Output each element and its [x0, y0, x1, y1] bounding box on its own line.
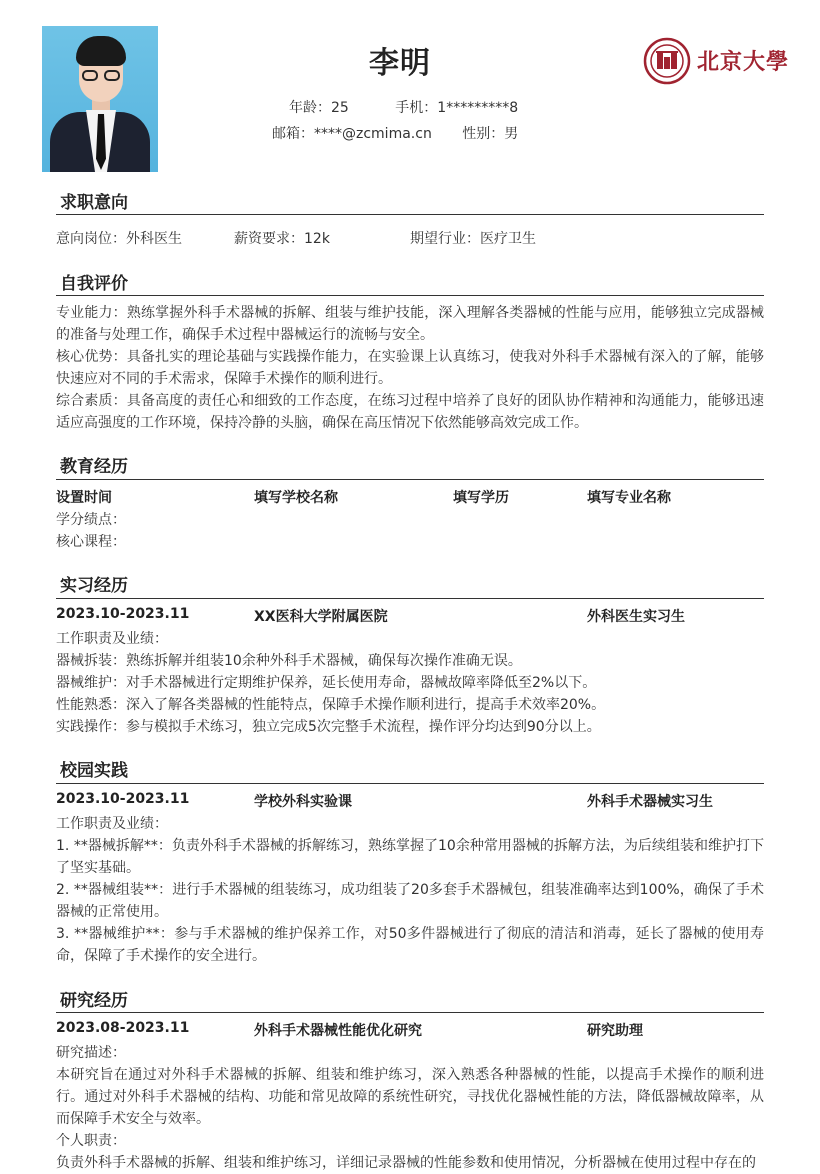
intent-industry: 期望行业：医疗卫生	[410, 231, 536, 247]
divider	[56, 479, 764, 480]
internship-duty-label: 工作职责及业绩：	[56, 631, 168, 647]
section-title-campus: 校园实践	[60, 761, 128, 781]
age-label: 年龄：	[289, 100, 331, 116]
intent-position: 意向岗位：外科医生	[56, 231, 182, 247]
internship-org: XX医科大学附属医院	[254, 609, 388, 625]
email-label: 邮箱：	[272, 126, 314, 142]
info-row-2	[272, 123, 518, 143]
university-logo	[643, 37, 793, 83]
divider	[56, 1012, 764, 1013]
research-duty-label: 个人职责：	[56, 1133, 126, 1149]
divider	[56, 214, 764, 215]
section-title-self-eval: 自我评价	[60, 274, 128, 294]
campus-item: 1. **器械拆解**：负责外科手术器械的拆解练习，熟练掌握了10余种常用器械的拆解方法，为后续组装和维护打下了坚实基础。	[56, 838, 764, 876]
education-major: 填写专业名称	[587, 490, 671, 506]
education-time: 设置时间	[56, 490, 112, 506]
divider	[56, 598, 764, 599]
section-title-intent: 求职意向	[60, 193, 128, 213]
research-org: 外科手术器械性能优化研究	[254, 1023, 422, 1039]
research-desc: 本研究旨在通过对外科手术器械的拆解、组装和维护练习，深入熟悉各种器械的性能，以提高手术操作的顺利进行。通过对外科手术器械的结构、功能和常见故障的系统性研究，寻找优化器械性能的方法，降低器械故障率，从而保障手术安全与效率。	[56, 1067, 764, 1127]
internship-item: 性能熟悉：深入了解各类器械的性能特点，保障手术操作顺利进行，提高手术效率20%。	[56, 697, 606, 713]
university-name: 北京大學	[697, 49, 790, 75]
gender-value: 男	[504, 126, 519, 142]
research-duty: 负责外科手术器械的拆解、组装和维护练习，详细记录器械的性能参数和使用情况，分析器械在使用过程中存在的	[56, 1155, 756, 1171]
campus-org: 学校外科实验课	[254, 794, 352, 810]
section-title-research: 研究经历	[60, 991, 128, 1011]
intent-salary: 薪资要求：12k	[234, 231, 330, 247]
campus-duty-label: 工作职责及业绩：	[56, 816, 168, 832]
internship-item: 实践操作：参与模拟手术练习，独立完成5次完整手术流程，操作评分均达到90分以上。	[56, 719, 601, 735]
self-eval-para-1: 专业能力：熟练掌握外科手术器械的拆解、组装与维护技能，深入理解各类器械的性能与应用，能够独立完成器械的准备与处理工作，确保手术过程中器械运行的流畅与安全。	[56, 305, 764, 343]
internship-role: 外科医生实习生	[587, 609, 685, 625]
research-time: 2023.08-2023.11	[56, 1020, 190, 1036]
internship-item: 器械维护：对手术器械进行定期维护保养，延长使用寿命，器械故障率降低至2%以下。	[56, 675, 597, 691]
divider	[56, 295, 764, 296]
campus-item: 2. **器械组装**：进行手术器械的组装练习，成功组装了20多套手术器械包，组装准确率达到100%，确保了手术器械的正常使用。	[56, 882, 764, 920]
phone-label: 手机：	[395, 100, 438, 116]
section-title-education: 教育经历	[60, 457, 128, 477]
campus-item: 3. **器械维护**：参与手术器械的维护保养工作，对50多件器械进行了彻底的清洁和消毒，延长了器械的使用寿命，保障了手术操作的安全进行。	[56, 926, 764, 964]
info-row-1	[289, 97, 518, 117]
education-school: 填写学校名称	[254, 490, 338, 506]
education-gpa: 学分绩点：	[56, 512, 126, 528]
gender-label: 性别：	[462, 126, 505, 142]
education-degree: 填写学历	[453, 490, 509, 506]
research-role: 研究助理	[587, 1023, 643, 1039]
internship-time: 2023.10-2023.11	[56, 606, 190, 622]
age-value: 25	[331, 100, 349, 116]
campus-role: 外科手术器械实习生	[587, 794, 713, 810]
email-value: ****@zcmima.cn	[314, 126, 432, 142]
self-eval-para-3: 综合素质：具备高度的责任心和细致的工作态度，在练习过程中培养了良好的团队协作精神和沟通能力，能够迅速适应高强度的工作环境，保持冷静的头脑，确保在高压情况下依然能够高效完成工作。	[56, 393, 764, 431]
self-eval-para-2: 核心优势：具备扎实的理论基础与实践操作能力，在实验课上认真练习，使我对外科手术器械有深入的了解，能够快速应对不同的手术需求，保障手术操作的顺利进行。	[56, 349, 764, 387]
campus-time: 2023.10-2023.11	[56, 791, 190, 807]
internship-item: 器械拆装：熟练拆解并组装10余种外科手术器械，确保每次操作准确无误。	[56, 653, 522, 669]
profile-photo	[42, 26, 158, 172]
phone-value: 1*********8	[437, 100, 519, 116]
candidate-name: 李明	[369, 46, 431, 81]
education-courses: 核心课程：	[56, 534, 126, 550]
research-desc-label: 研究描述：	[56, 1045, 126, 1061]
section-title-internship: 实习经历	[60, 576, 128, 596]
university-seal-icon	[643, 37, 691, 85]
divider	[56, 783, 764, 784]
